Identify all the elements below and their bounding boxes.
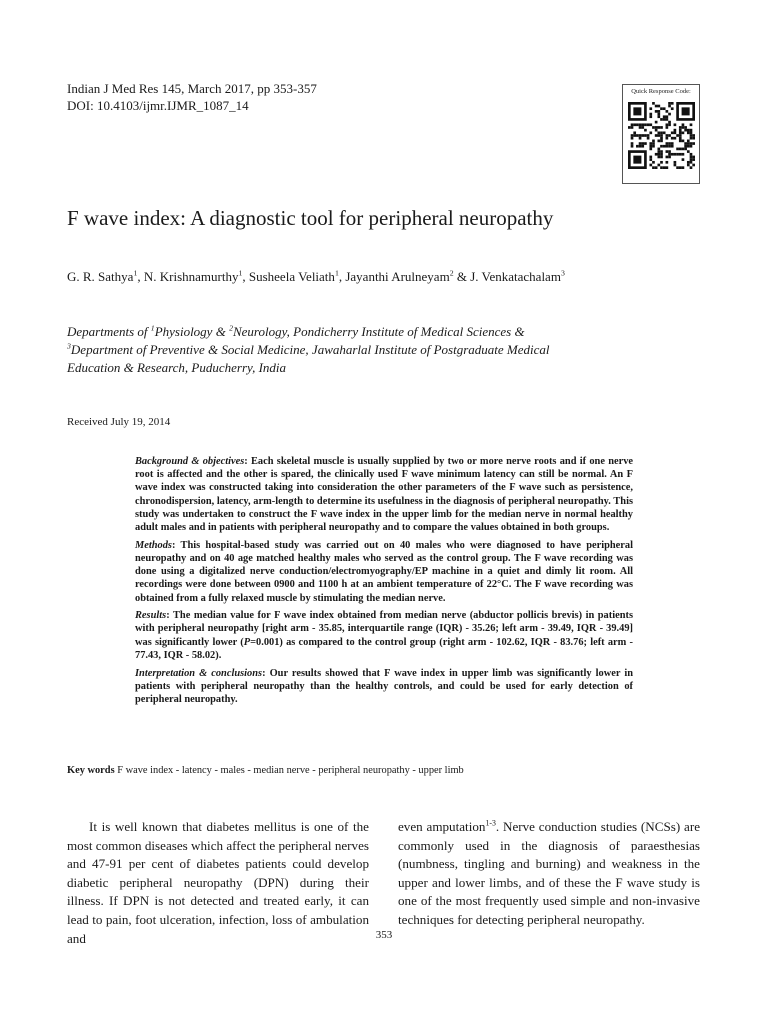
author-name: , N. Krishnamurthy (137, 269, 239, 284)
abstract (135, 455, 633, 711)
author-affil-marker: 1 (334, 268, 339, 278)
affiliation-line: Departments of $^1$Physiology & $^2$Neurology, Pondicherry Institute of Medical Sciences & (67, 323, 525, 339)
qr-code-label: Quick Response Code: (631, 88, 691, 95)
qr-code-panel (622, 84, 700, 184)
author-affil-marker: 1 (133, 268, 138, 278)
abstract-background: Background & objectives: Each skeletal muscle is usually supplied by two or more nerve roots and if one nerve root is affected and the other is spared, the clinically used F wave minimum latency can still be normal. An F wave index was constructed taking into consideration the other parameters of the F wave such as persistence, chronodispersion, latency, arm-length to determine its usefulness in the diagnosis of peripheral neuropathy. This study was undertaken to construct the F wave index in the upper limb for the median nerve in normal healthy adult males and in patients with peripheral neuropathy and to compare the values obtained in both groups. (135, 456, 633, 534)
keywords-text: F wave index - latency - males - median nerve - peripheral neuropathy - upper limb (114, 765, 464, 776)
abstract-conclusions: Interpretation & conclusions: Our results showed that F wave index in upper limb was significantly lower in patients with peripheral neuropathy than the healthy controls, and could be used for early detection of peripheral neuropathy. (135, 667, 633, 705)
author-name: , Jayanthi Arulneyam (338, 269, 450, 284)
qr-code-icon (628, 102, 695, 169)
journal-citation: Indian J Med Res 145, March 2017, pp 353-357 (67, 81, 317, 96)
journal-doi: DOI: 10.4103/ijmr.IJMR_1087_14 (67, 98, 249, 113)
author-name: & J. Venkatachalam (453, 269, 561, 284)
author-list (67, 268, 565, 285)
body-column-right: even amputation$^{1-3}$. Nerve conduction studies (NCSs) are commonly used in the diagnosis of paraesthesias (numbness, tingling and burning) and weakness in the upper and lower limbs, and of these the F wave study is one of the most frequently used simple and non-invasive techniques for detecting peripheral neuropathy. (398, 818, 701, 927)
affiliation-line: Education & Research, Puducherry, India (67, 360, 287, 375)
article-title: F wave index: A diagnostic tool for peripheral neuropathy (67, 206, 554, 230)
author-affil-marker: 3 (560, 268, 565, 278)
keywords (67, 764, 464, 778)
abstract-methods: Methods: This hospital-based study was carried out on 40 males who were diagnosed to have peripheral neuropathy and on 40 age matched healthy males who served as the control group. The F wave recording was done using a digitalized nerve conduction/electromyography/EP machine in a quiet and dimly lit room. All recordings were done between 0900 and 1100 h at an ambient temperature of 22°C. The F wave recording was obtained from a fully relaxed muscle by stimulating the median nerve. (135, 539, 633, 604)
author-name: , Susheela Veliath (242, 269, 335, 284)
affiliations (67, 323, 627, 377)
page-number: 353 (375, 929, 393, 941)
author-affil-marker: 2 (449, 268, 454, 278)
citation-marker: 1-3 (485, 818, 496, 828)
author-name: G. R. Sathya (67, 269, 134, 284)
received-date: Received July 19, 2014 (67, 416, 171, 428)
body-column-left: It is well known that diabetes mellitus is one of the most common diseases which affect the peripheral nerves and 47-91 per cent of diabetes patients could develop diabetic peripheral neuropathy (DPN) during their illness. If DPN is not detected and treated early, it can lead to pain, foot ulceration, infection, loss of ambulation and (67, 819, 369, 946)
affiliation-line: $^3$Department of Preventive & Social Medicine, Jawaharlal Institute of Postgraduate Medical (67, 341, 550, 357)
keywords-label: Key words (67, 765, 115, 776)
author-affil-marker: 1 (238, 268, 243, 278)
abstract-results: Results: The median value for F wave index obtained from median nerve (abductor pollicis brevis) in patients with peripheral neuropathy [right arm - 35.85, interquartile range (IQR) - 35.26; left arm - 39.49, IQR - 39.49] was significantly lower (P=0.001) as compared to the control group (right arm - 102.62, IQR - 83.76; left arm - 77.43, IQR - 58.02). (135, 610, 633, 661)
